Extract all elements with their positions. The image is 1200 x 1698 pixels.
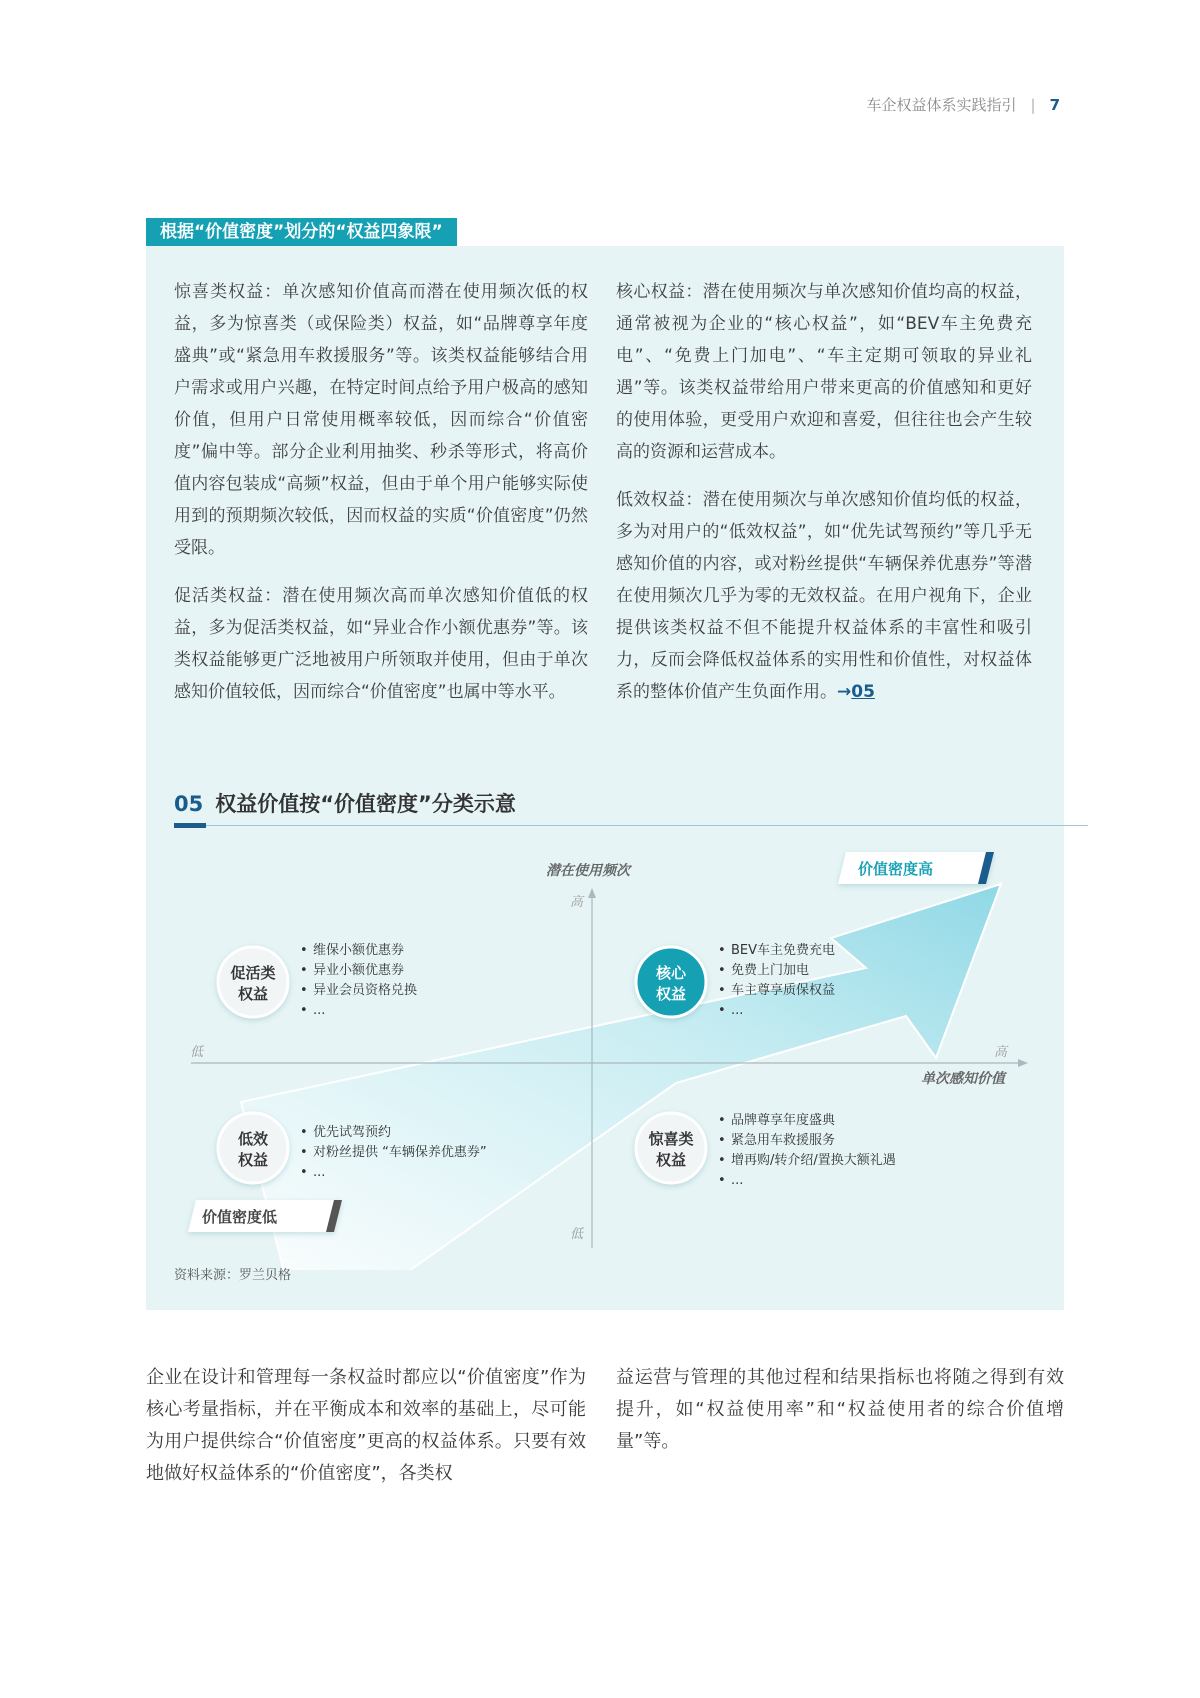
y-axis-title: 潜在使用频次 xyxy=(546,863,630,879)
low-bubble xyxy=(218,1113,288,1183)
core-item-1: BEV车主免费充电 xyxy=(731,943,836,958)
promo-item-1: 维保小额优惠券 xyxy=(313,943,405,958)
box-right-column xyxy=(616,276,1032,724)
core-paragraph: 核心权益：潜在使用频次与单次感知价值均高的权益，通常被视为企业的“核心权益”，如“BEV车主免费充电”、“免费上门加电”、“车主定期可领取的异业礼遇”等。该类权益带给用户带来更高的价值感知和更好的使用体验，更受用户欢迎和喜爱，但往往也会产生较高的资源和运营成本。 xyxy=(616,282,1032,462)
x-axis-title: 单次感知价值 xyxy=(921,1071,1005,1087)
running-head xyxy=(866,94,1060,115)
body-right-paragraph: 益运营与管理的其他过程和结果指标也将随之得到有效提升，如“权益使用率”和“权益使用者的综合价值增量”等。 xyxy=(616,1367,1064,1452)
figure-number: 05 xyxy=(174,792,204,816)
core-bullet-4: • xyxy=(718,1003,726,1018)
promo-item-3: 异业会员资格兑换 xyxy=(313,983,418,998)
label-low-density-text: 价值密度低 xyxy=(202,1208,278,1226)
promo-bullet-4: • xyxy=(300,1003,308,1018)
label-low-density xyxy=(188,1200,342,1232)
surprise-paragraph: 惊喜类权益：单次感知价值高而潜在使用频次低的权益，多为惊喜类（或保险类）权益，如“品牌尊享年度盛典”或“紧急用车救援服务”等。该类权益能够结合用户需求或用户兴趣，在特定时间点给予用户极高的感知价值，但用户日常使用概率较低，因而综合“价值密度”偏中等。部分企业利用抽奖、秒杀等形式，将高价值内容包装成“高频”权益，但由于单个用户能够实际使用到的预期频次较低，因而权益的实质“价值密度”仍然受限。 xyxy=(174,282,588,558)
figure-reference-link[interactable] xyxy=(837,682,875,702)
figure-reference-number: 05 xyxy=(851,682,875,702)
low-item-2: 对粉丝提供 “车辆保养优惠券” xyxy=(313,1145,487,1160)
y-axis-low-label: 低 xyxy=(570,1227,584,1242)
core-bullet-3: • xyxy=(718,983,726,998)
low-bubble-line2: 权益 xyxy=(237,1151,269,1169)
promo-item-2: 异业小额优惠券 xyxy=(313,963,405,978)
quadrant-surprise xyxy=(636,1112,896,1188)
y-axis-high-label: 高 xyxy=(570,895,584,910)
promo-bullet-1: • xyxy=(300,943,308,958)
core-item-4: ... xyxy=(731,1003,744,1018)
surprise-bullet-4: • xyxy=(718,1173,726,1188)
promo-item-4: ... xyxy=(313,1003,326,1018)
core-bubble xyxy=(636,947,706,1017)
label-high-density-text: 价值密度高 xyxy=(858,860,934,878)
figure-source: 资料来源：罗兰贝格 xyxy=(174,1268,292,1283)
low-bullet-2: • xyxy=(300,1145,308,1160)
low-bullet-1: • xyxy=(300,1125,308,1140)
surprise-bubble xyxy=(636,1113,706,1183)
promo-bubble xyxy=(218,947,288,1017)
surprise-item-3: 增再购/转介绍/置换大额礼遇 xyxy=(731,1153,896,1168)
quadrant-promo xyxy=(218,942,417,1018)
low-paragraph-text: 低效权益：潜在使用频次与单次感知价值均低的权益，多为对用户的“低效权益”，如“优先试驾预约”等几乎无感知价值的内容，或对粉丝提供“车辆保养优惠券”等潜在使用频次几乎为零的无效权益。在用户视角下，企业提供该类权益不但不能提升权益体系的丰富性和吸引力，反而会降低权益体系的实用性和价值性，对权益体系的整体价值产生负面作用。 xyxy=(616,490,1032,702)
promo-bubble-line2: 权益 xyxy=(237,985,269,1003)
arrow-right-icon: → xyxy=(837,682,852,702)
core-bubble-line1: 核心 xyxy=(655,964,687,982)
surprise-bubble-line2: 权益 xyxy=(655,1151,687,1169)
body-right-column xyxy=(616,1362,1064,1458)
x-axis-low-label: 低 xyxy=(190,1045,204,1060)
figure-rule-accent xyxy=(174,823,206,828)
surprise-bullet-1: • xyxy=(718,1113,726,1128)
surprise-item-4: ... xyxy=(731,1173,744,1188)
promo-bullet-2: • xyxy=(300,963,308,978)
core-bullet-2: • xyxy=(718,963,726,978)
info-box-title: 根据“价值密度”划分的“权益四象限” xyxy=(146,218,457,246)
core-bullet-1: • xyxy=(718,943,726,958)
page-number: 7 xyxy=(1049,96,1060,114)
core-item-3: 车主尊享质保权益 xyxy=(731,983,836,998)
box-left-column xyxy=(174,276,588,724)
promo-bubble-line1: 促活类 xyxy=(230,964,276,982)
promo-bullet-3: • xyxy=(300,983,308,998)
y-axis-arrowhead xyxy=(588,888,596,898)
figure-rule xyxy=(174,825,1088,826)
figure-title xyxy=(174,788,516,818)
surprise-item-1: 品牌尊享年度盛典 xyxy=(731,1113,836,1128)
low-bubble-line1: 低效 xyxy=(237,1130,269,1148)
x-axis-arrowhead xyxy=(1018,1059,1028,1067)
low-bullet-3: • xyxy=(300,1165,308,1180)
x-axis-high-label: 高 xyxy=(994,1045,1008,1060)
low-item-1: 优先试驾预约 xyxy=(313,1125,392,1140)
label-high-density xyxy=(838,852,994,884)
header-separator: | xyxy=(1030,96,1036,114)
promo-paragraph: 促活类权益：潜在使用频次高而单次感知价值低的权益，多为促活类权益，如“异业合作小额优惠券”等。该类权益能够更广泛地被用户所领取并使用，但由于单次感知价值较低，因而综合“价值密度”也属中等水平。 xyxy=(174,586,588,702)
value-density-arrow xyxy=(241,884,1001,1270)
surprise-bullet-3: • xyxy=(718,1153,726,1168)
core-item-2: 免费上门加电 xyxy=(731,963,810,978)
low-paragraph xyxy=(616,484,1032,708)
low-item-3: ... xyxy=(313,1165,326,1180)
body-left-paragraph: 企业在设计和管理每一条权益时都应以“价值密度”作为核心考量指标，并在平衡成本和效率的基础上，尽可能为用户提供综合“价值密度”更高的权益体系。只要有效地做好权益体系的“价值密度”，各类权 xyxy=(146,1367,586,1484)
figure-title-text: 权益价值按“价值密度”分类示意 xyxy=(215,792,516,816)
surprise-item-2: 紧急用车救援服务 xyxy=(731,1133,836,1148)
surprise-bullet-2: • xyxy=(718,1133,726,1148)
surprise-bubble-line1: 惊喜类 xyxy=(648,1130,694,1148)
body-left-column xyxy=(146,1362,586,1490)
doc-title: 车企权益体系实践指引 xyxy=(866,96,1017,114)
core-bubble-line2: 权益 xyxy=(655,985,687,1003)
value-density-quadrant-chart xyxy=(146,830,1064,1270)
